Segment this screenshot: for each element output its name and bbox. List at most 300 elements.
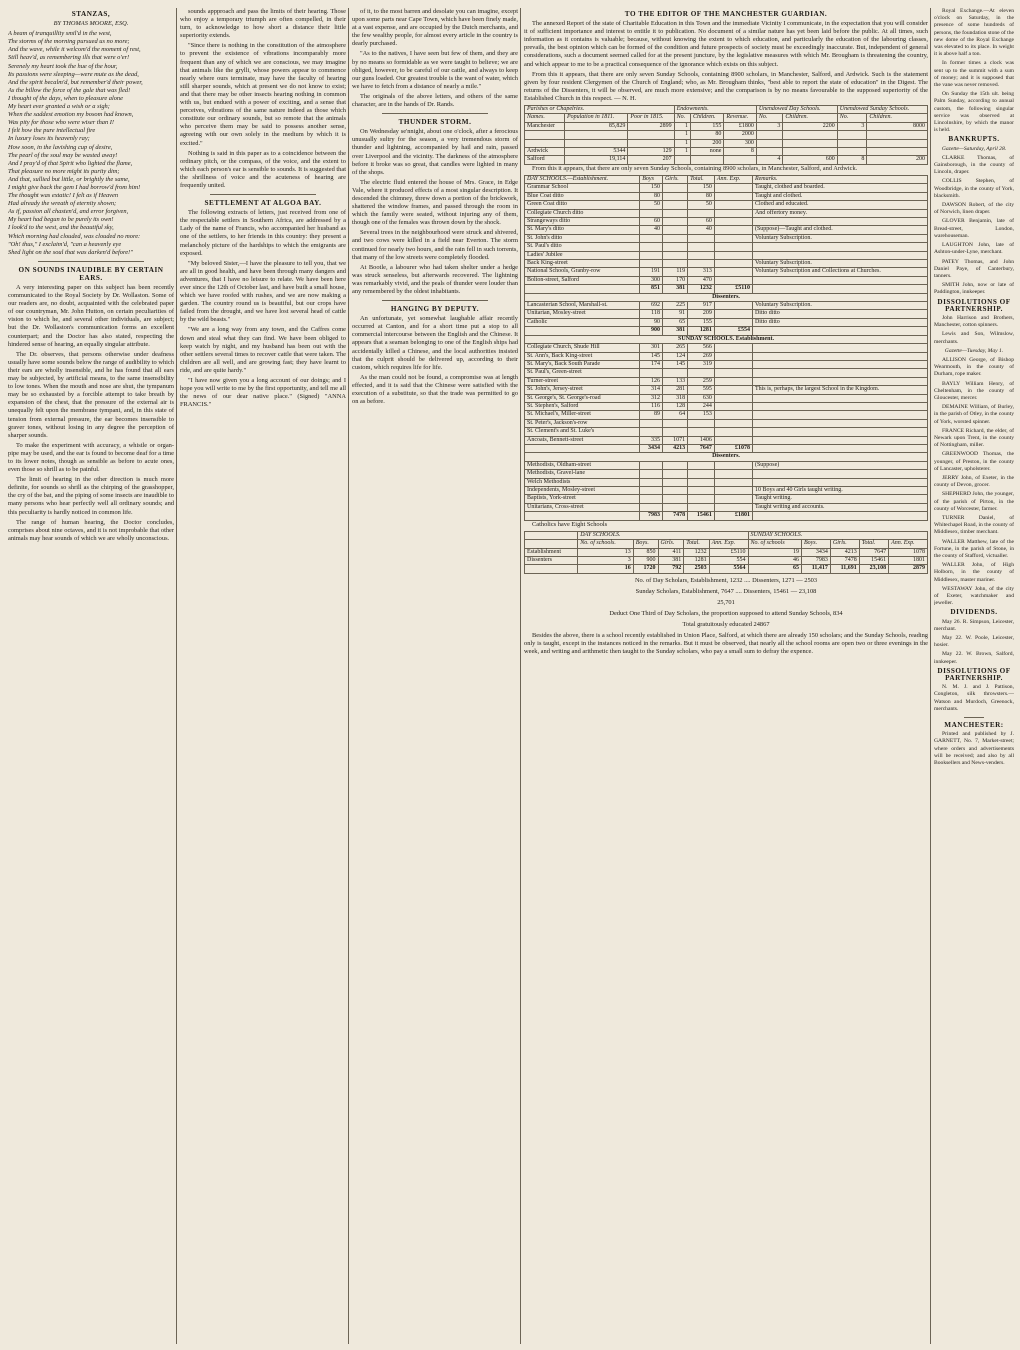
hanging-paragraph: An unfortunate, yet somewhat laughable affair recently occurred at Canton, and for a short time put a stop to all commercial intercourse between the English and the Chinese. It appears that a seaman belonging to one of the English ships had accidentally killed a Chinese, and the local authorities insisted that the culprit should be delivered up, according to their custom, which requires life for life.: [352, 315, 518, 371]
column-header: Girls.: [662, 175, 687, 183]
table-cell: [752, 436, 927, 444]
table-cell: [640, 209, 663, 217]
table-row: [525, 234, 928, 242]
schools-table-body: [525, 184, 928, 520]
table-cell: [752, 402, 927, 410]
column-1: [8, 8, 174, 1344]
table-cell: [714, 377, 752, 385]
poem-line: How soon, in the lavishing cup of desire,: [8, 143, 113, 151]
essay-paragraph: To make the experiment with accuracy, a whistle or organ-pipe may be used, and the ear is found to become deaf for a time to its lower notes, though as sensible as before to acute ones, even those so shrill as to be painful.: [8, 441, 174, 474]
table-cell: 90: [640, 318, 663, 326]
table-cell: 1078: [889, 548, 928, 556]
table-cell: Green Coat ditto: [525, 201, 640, 209]
summary-sunday-title: SUNDAY SCHOOLS.: [748, 531, 927, 539]
table-cell: [714, 478, 752, 486]
table-cell: 7983: [801, 556, 830, 564]
column-header: Girls.: [830, 540, 859, 548]
bankrupt-entry: WALLER Matthew, late of the Fortune, in the parish of Stone, in the county of Stafford, victualler.: [934, 538, 1014, 560]
table-row: [525, 344, 928, 352]
hanging-paragraph: As the man could not be found, a compromise was at length effected, and it is said that the Chinese were satisfied with the execution of a substitute, so that the trade was permitted to go on as before.: [352, 373, 518, 406]
table-cell: 1232: [684, 548, 709, 556]
table-cell: Manchester: [525, 122, 565, 130]
table-cell: Ditto ditto: [752, 318, 927, 326]
table-cell: [662, 218, 687, 226]
table-row: [525, 122, 928, 130]
table-row: [525, 548, 928, 556]
poem-line: As if, passion all chasten'd, and error forgiven,: [8, 208, 129, 216]
column-header: Ann. Exp.: [709, 540, 748, 548]
table-cell: 2899: [628, 122, 674, 130]
dissolution-entry: Lewis and Son, Wilmslow, merchants.: [934, 331, 1014, 345]
table-row: [525, 369, 928, 377]
section-row: [525, 453, 928, 461]
table-cell: 1: [674, 139, 690, 147]
table-cell: 15461: [859, 556, 888, 564]
essay-paragraph: The Dr. observes, that persons otherwise under deafness usually have some sounds below the range of audibility to which their ears are wholly insensible, and he has found that all ears may be subjected, by artificial means, to the same insensibility to low tones. When the mouth and nose are shut, the tympanum may be so exhausted by a forcible attempt to take breath by expansion of the chest, that the pressure of the external air is unequally felt upon the membrane tympani, and, in this state of tension from external pressure, the ear becomes insensible to graver tones, without losing in any degree the perception of sharper sounds.: [8, 350, 174, 439]
column-header: Total.: [859, 540, 888, 548]
essay-continued: [180, 8, 346, 190]
table-cell: 7647: [859, 548, 888, 556]
table-cell: 900: [633, 556, 658, 564]
table-cell: National Schools, Granby-row: [525, 268, 640, 276]
table-cell: St. Clement's and St. Luke's: [525, 428, 640, 436]
table-cell: [525, 565, 578, 573]
table-cell: [714, 495, 752, 503]
table-cell: [688, 428, 715, 436]
table-cell: 1232: [688, 285, 715, 293]
table-cell: [837, 131, 867, 139]
bankrupt-entry: SMITH John, now or late of Paddington, innkeeper.: [934, 282, 1014, 296]
table-row: [525, 503, 928, 511]
table-cell: [640, 369, 663, 377]
table-cell: [688, 243, 715, 251]
gazette-date-1: Gazette—Saturday, April 28.: [941, 145, 1007, 152]
table-row: [525, 268, 928, 276]
table-cell: St. George's, St. George's-road: [525, 394, 640, 402]
sunday-group-header: Unendowed Sunday Schools.: [837, 106, 927, 114]
table-cell: 3434: [640, 444, 663, 452]
table-cell: 50: [688, 201, 715, 209]
table-cell: [688, 209, 715, 217]
table-cell: 89: [640, 411, 663, 419]
table-row: [525, 156, 928, 164]
column-5: [934, 8, 1014, 1344]
essay-body: [8, 284, 174, 543]
gazette-date-2: Gazette—Tuesday, May 1.: [944, 347, 1004, 354]
column-header: Total.: [684, 540, 709, 548]
column-header: Poor in 1815.: [628, 114, 674, 122]
table-cell: [752, 419, 927, 427]
table-cell: [662, 495, 687, 503]
settlement-paragraph: "I have now given you a long account of our doings; and I hope you will write to me by the first opportunity, and tell me all the news of our dear native place." (Signed) "ANNA FRANCIS.": [180, 377, 346, 409]
table-cell: St. Stephen's, Salford: [525, 402, 640, 410]
table-cell: Ladies' Jubilee: [525, 251, 640, 259]
table-cell: [756, 148, 783, 156]
table-row: [525, 201, 928, 209]
parish-group-header: Parishes or Chapelries.: [525, 106, 675, 114]
thunder-paragraph: At Bootle, a labourer who had taken shelter under a hedge was struck senseless, but afterwards recovered. The lightning was remarkably vivid, and the peals of thunder were louder than any remembered by the oldest inhabitants.: [352, 263, 518, 295]
table-row: [525, 243, 928, 251]
table-cell: Catholic: [525, 318, 640, 326]
table-cell: 80: [690, 131, 723, 139]
poem-line: I thought of the days, when to pleasure alone: [8, 94, 123, 102]
table-cell: 2200: [783, 122, 837, 130]
section-title: Dissenters.: [525, 453, 928, 461]
total-row: [525, 512, 928, 520]
table-cell: 119: [662, 268, 687, 276]
table-cell: 150: [688, 184, 715, 192]
table-cell: [640, 428, 663, 436]
table-cell: 554: [709, 556, 748, 564]
table-cell: 3: [578, 556, 634, 564]
table-cell: Taught and clothed.: [752, 192, 927, 200]
table-cell: 23,108: [859, 565, 888, 573]
table-cell: [714, 201, 752, 209]
table-cell: [752, 470, 927, 478]
imprint-title: MANCHESTER:: [944, 721, 1004, 730]
table-cell: [662, 478, 687, 486]
table-cell: 3: [837, 122, 867, 130]
column-header: Children.: [783, 114, 837, 122]
table-cell: [752, 478, 927, 486]
table-cell: [714, 268, 752, 276]
table-cell: 80: [688, 192, 715, 200]
table-cell: [662, 461, 687, 469]
poem-line: Its passions were sleeping—were mute as the dead,: [8, 70, 139, 78]
table-cell: [662, 234, 687, 242]
column-rule: [520, 8, 521, 1344]
column-header: No. of schools.: [578, 540, 634, 548]
table-cell: 150: [640, 184, 663, 192]
dissolutions-title-1: DISSOLUTIONS OF PARTNERSHIP.: [937, 297, 1011, 313]
table-cell: And offertory money.: [752, 209, 927, 217]
schools-table-header: [525, 175, 928, 183]
settlement-paragraph: "My beloved Sister,—I have the pleasure to tell you, that we are all in good health, and have been through many dangers and adventures, that I have no leisure to relate. We have been here ever since the 12th of October last, and have built a small house, which we have roofed with rushes, and we are now making a garden. The country round us is beautiful, but our crops have failed from the drought, and we have lost several head of cattle by the wild beasts.": [180, 259, 346, 324]
poem-line: As the billow the force of the gale that was fled!: [8, 86, 131, 94]
table-cell: St. John's ditto: [525, 234, 640, 242]
table-cell: [714, 276, 752, 284]
poem-line: And that, sullied but little, or brightly the same,: [8, 175, 130, 183]
essay-title: ON SOUNDS INAUDIBLE BY CERTAIN EARS.: [18, 265, 164, 282]
table-cell: [714, 386, 752, 394]
column-header: Total.: [688, 175, 715, 183]
column-header: No.: [837, 114, 867, 122]
table-cell: [688, 470, 715, 478]
settlement-continued: [352, 8, 518, 109]
table-cell: 124: [662, 352, 687, 360]
table-cell: 46: [748, 556, 801, 564]
table-row: [525, 419, 928, 427]
table-cell: [752, 285, 927, 293]
table-cell: [690, 156, 723, 164]
thunder-paragraph: On Wednesday se'nnight, about one o'clock, after a ferocious unusually sultry for the season, a very tremendous storm of thunder and lightning, accompanied by hail and rain, passed over Liverpool and the vicinity. The darkness of the atmosphere before it broke was so great, that candles were lighted in many of the shops.: [352, 128, 518, 176]
table-cell: Baptists, York-street: [525, 495, 640, 503]
table-cell: 1: [674, 122, 690, 130]
table-cell: 335: [640, 436, 663, 444]
table-cell: [756, 131, 783, 139]
table-cell: [640, 503, 663, 511]
column-header: Remarks.: [752, 175, 927, 183]
table-row: [525, 495, 928, 503]
dividends-title: DIVIDENDS.: [950, 608, 998, 617]
bankrupt-entry: WALLER John, of High Holborn, in the county of Middlesex, master mariner.: [934, 562, 1014, 583]
table-cell: [525, 139, 565, 147]
table-cell: 191: [640, 268, 663, 276]
table-cell: [688, 495, 715, 503]
dividends-list: [934, 619, 1014, 666]
table-cell: Bolton-street, Salford: [525, 276, 640, 284]
table-cell: 1281: [684, 556, 709, 564]
table-row: [525, 310, 928, 318]
settlement-title: SETTLEMENT AT ALGOA BAY.: [204, 199, 322, 208]
table-cell: Collegiate Church, Shude Hill: [525, 344, 640, 352]
table-row: [525, 226, 928, 234]
total-row: [525, 565, 928, 573]
column-header: DAY SCHOOLS.—Establishment.: [525, 175, 640, 183]
table-cell: [752, 411, 927, 419]
table-cell: [688, 461, 715, 469]
table-cell: 2879: [889, 565, 928, 573]
news-paragraph: Royal Exchange.—At eleven o'clock on Saturday, in the presence of some hundreds of persons, the foundation stone of the new dome of the Royal Exchange was elevated to its place. In weight it is above half a ton.: [934, 8, 1014, 58]
section-title: Dissenters.: [525, 293, 928, 301]
table-cell: [640, 495, 663, 503]
table-cell: [783, 148, 837, 156]
table-cell: 566: [688, 344, 715, 352]
table-cell: 411: [658, 548, 684, 556]
table-cell: [688, 419, 715, 427]
summary-line: Total gratuitously educated 24867: [682, 621, 770, 629]
dissolutions-title-2: DISSOLUTIONS OF PARTNERSHIP.: [937, 666, 1011, 683]
table-cell: 133: [662, 377, 687, 385]
table-cell: [752, 352, 927, 360]
table-row: [525, 461, 928, 469]
table-cell: [662, 209, 687, 217]
table-row: [525, 394, 928, 402]
settlement-paragraph: "As to the natives, I have seen but few of them, and they are by no means so formidable as we were taught to believe; we are obliged, however, to be careful of our cattle, and always to keep our guns loaded. Our greatest trouble is the want of water, which we have to fetch from a distance of nearly a mile.": [352, 50, 518, 90]
endow-group-header: Endowments.: [674, 106, 756, 114]
table-cell: [662, 470, 687, 478]
table-cell: [714, 428, 752, 436]
table-cell: 65: [748, 565, 801, 573]
settlement-body: [180, 209, 346, 409]
table-cell: Methodists, Oldham-street: [525, 461, 640, 469]
table-cell: £1801: [714, 512, 752, 520]
section-row: [525, 293, 928, 301]
table-row: [525, 148, 928, 156]
table-cell: 314: [640, 386, 663, 394]
table-cell: 692: [640, 302, 663, 310]
bankrupt-entry: GLOVER Benjamin, late of Bread-street, London, warehouseman.: [934, 218, 1014, 239]
table-row: [525, 428, 928, 436]
column-header: Children.: [867, 114, 928, 122]
table-cell: 116: [640, 402, 663, 410]
dissolutions-list-2: [934, 684, 1014, 713]
poem-line: Shed light on the soul that was darken'd before!": [8, 248, 133, 256]
table-cell: 2000: [724, 131, 756, 139]
table-cell: [752, 394, 927, 402]
section-divider: [38, 261, 144, 262]
table-cell: 300: [724, 139, 756, 147]
table-cell: 8: [837, 156, 867, 164]
table-cell: 174: [640, 360, 663, 368]
table-cell: [662, 260, 687, 268]
bankrupt-entry: ALLISON George, of Bishop Wearmouth, in the county of Durham, rope maker.: [934, 356, 1014, 378]
table-cell: 1: [674, 148, 690, 156]
dividend-entry: May 26. R. Simpson, Leicester, merchant.: [934, 618, 1014, 632]
table-cell: 50: [640, 201, 663, 209]
table-cell: Voluntary Subscription.: [752, 260, 927, 268]
column-header: Revenue.: [724, 114, 756, 122]
table-cell: 11,417: [801, 565, 830, 573]
table-cell: [756, 139, 783, 147]
bankrupt-entry: DAWSON Robert, of the city of Norwich, linen draper.: [934, 202, 1014, 216]
table-cell: 64: [662, 411, 687, 419]
table-cell: [724, 156, 756, 164]
essay-paragraph: The limit of hearing in the other direction is much more definite, for sounds so shrill as the chirping of the grasshopper, the cry of the bat, and the piping of some insects are inaudible to many persons who hear perfectly well all ordinary sounds; and this peculiarity is hardly noticed in common life.: [8, 476, 174, 516]
table-cell: 792: [658, 565, 684, 573]
table-cell: Grammar School: [525, 184, 640, 192]
table-cell: 145: [640, 352, 663, 360]
table-cell: 1801: [889, 556, 928, 564]
table-cell: 301: [640, 344, 663, 352]
table-cell: 4213: [662, 444, 687, 452]
poem-line: The pearl of the soul may be wasted away!: [8, 151, 118, 159]
table-row: [525, 260, 928, 268]
table-cell: 11,691: [830, 565, 859, 573]
summary-line: Deduct One Third of Day Scholars, the proportion supposed to attend Sunday Schools, 834: [609, 610, 843, 618]
table-cell: [714, 470, 752, 478]
table-cell: [867, 131, 928, 139]
closing-paragraph: Besides the above, there is a school recently established in Union Place, Salford, at which there are already 150 scholars; and the Sunday Schools, reading only is taught, except in the instances noticed in the remarks. But it must be observed, that nearly all the school rooms are open two or three evenings in the week, and writing and arithmetic then taught to the Sunday scholars, who pay a small sum to defray the expence.: [524, 632, 928, 656]
table-cell: 265: [662, 344, 687, 352]
table-cell: [688, 234, 715, 242]
table-cell: [714, 436, 752, 444]
table-cell: [867, 139, 928, 147]
table-cell: 381: [658, 556, 684, 564]
table-cell: St. Paul's, Green-street: [525, 369, 640, 377]
settlement-paragraph: "We are a long way from any town, and the Caffres come down and steal what they can find. We have been obliged to keep watch by night, and my husband has been out with the other settlers several times to recover cattle that were taken. The children are all well, and are growing fast; they have learnt to ride, and are quite hardy.": [180, 326, 346, 374]
bankrupt-entry: BAYLY William Henry, of Cheltenham, in the county of Gloucester, mercer.: [934, 380, 1014, 401]
table-cell: [837, 148, 867, 156]
column-header: Boys: [640, 175, 663, 183]
table-cell: [525, 131, 565, 139]
summary-lines: [524, 577, 928, 629]
table-cell: 200: [867, 156, 928, 164]
table-cell: [867, 148, 928, 156]
table-row: [525, 402, 928, 410]
table-cell: 129: [628, 148, 674, 156]
bankrupt-entry: DEMAINE William, of Burley, in the parish of Otley, in the county of York, worsted spinner.: [934, 404, 1014, 425]
column-4: [524, 8, 928, 1344]
table-cell: 312: [640, 394, 663, 402]
column-3: [352, 8, 518, 1344]
table-cell: 281: [662, 386, 687, 394]
table-cell: [662, 251, 687, 259]
table-cell: 600: [783, 156, 837, 164]
table-cell: 80: [640, 192, 663, 200]
column-header: Population in 1811.: [564, 114, 627, 122]
table-cell: Salford: [525, 156, 565, 164]
table-cell: [662, 428, 687, 436]
table-cell: 850: [633, 548, 658, 556]
table-cell: 91: [662, 310, 687, 318]
table-cell: [640, 234, 663, 242]
column-header: Children.: [690, 114, 723, 122]
table-cell: [640, 260, 663, 268]
table-cell: 259: [688, 377, 715, 385]
table-cell: [714, 184, 752, 192]
table-cell: 381: [662, 327, 687, 335]
table-cell: Turner-street: [525, 377, 640, 385]
table-cell: Unitarian, Mosley-street: [525, 310, 640, 318]
column-header: Girls.: [658, 540, 684, 548]
imprint-text: Printed and published by J. GARNETT, No. 7, Market-street; where orders and advertisements will be received; and also by all Booksellers and News-venders.: [934, 731, 1014, 767]
table-cell: Voluntary Subscription.: [752, 234, 927, 242]
poem-line: When the saddest emotion my bosom had known,: [8, 111, 134, 119]
table-cell: 40: [688, 226, 715, 234]
table-cell: [564, 131, 627, 139]
table-cell: [714, 243, 752, 251]
table-cell: [714, 487, 752, 495]
table-cell: [714, 402, 752, 410]
table-row: [525, 386, 928, 394]
table-cell: Unitarians, Cross-street: [525, 503, 640, 511]
table-cell: [752, 276, 927, 284]
dissolution-entry: John Harrison and Brothers, Manchester, cotton spinners.: [934, 314, 1014, 329]
table-cell: (Suppose): [752, 461, 927, 469]
table-row: [525, 487, 928, 495]
table-cell: [662, 226, 687, 234]
section-row: [525, 335, 928, 343]
table-cell: 470: [688, 276, 715, 284]
table-cell: [714, 226, 752, 234]
table-cell: Taught, clothed and boarded.: [752, 184, 927, 192]
table-cell: [525, 285, 640, 293]
table-cell: [714, 419, 752, 427]
table-cell: [640, 461, 663, 469]
table-cell: Strangeways ditto: [525, 218, 640, 226]
table-cell: 10 Boys and 40 Girls taught writing.: [752, 487, 927, 495]
table-cell: St. Mary's, Back South Parade: [525, 360, 640, 368]
table-row: [525, 556, 928, 564]
table-cell: [662, 243, 687, 251]
table-cell: 126: [640, 377, 663, 385]
table-cell: 7983: [640, 512, 663, 520]
settlement-paragraph: of it, to the most barren and desolate you can imagine, except upon some parts near Cape Town, which have been finely made, at a vast expense, and are occupied by the Dutch merchants, and the few wealthy people, for almost every article in the country is dearly purchased.: [352, 8, 518, 48]
table-cell: [714, 260, 752, 268]
table-cell: Back King-street: [525, 260, 640, 268]
column-rule: [176, 8, 177, 1344]
letter-paragraph: From this it appears, that there are only seven Sunday Schools, containing 8900 scholars, in Manchester, Salford, and Ardwick. Such is the statement given by four resident Clergymen of the Church of England; who, as Mr. Brougham thinks, "best able to report the state of education" in the Digest. The returns of the Dissenters, it will be observed, are much more extensive; and the comparison is by no means favourable to the supposed superiority of the Established Church in this respect. — N. H.: [524, 70, 928, 102]
table-cell: 155: [688, 318, 715, 326]
table-cell: 200: [690, 139, 723, 147]
thunder-paragraph: Several trees in the neighbourhood were struck and shivered, and two cows were killed in a field near Everton. The storm continued for nearly two hours, and the rain fell in such torrents, that many of the low streets were completely flooded.: [352, 229, 518, 261]
dissolution-entry: N. M. J. and J. Pattison, Congleton, silk throwsters.—Watson and Murdoch, Greenock, merchants.: [934, 684, 1014, 712]
settlement-paragraph: The originals of the above letters, and others of the same character, are in the hands of Dr. Rands.: [352, 92, 518, 109]
table-cell: 1: [674, 131, 690, 139]
table-cell: [640, 470, 663, 478]
table-cell: [688, 369, 715, 377]
table-cell: 8000: [867, 122, 928, 130]
table-cell: St. Peter's, Jackson's-row: [525, 419, 640, 427]
table-cell: [564, 139, 627, 147]
table-cell: 145: [662, 360, 687, 368]
section-title: SUNDAY SCHOOLS. Establishment.: [525, 335, 928, 343]
essay-paragraph: The range of human hearing, the Doctor concludes, comprises about nine octaves, and it is not improbable that other animals may hear sounds of which we are wholly unconscious.: [8, 518, 174, 542]
table-cell: £1078: [714, 444, 752, 452]
table-cell: [628, 139, 674, 147]
table-row: [525, 411, 928, 419]
